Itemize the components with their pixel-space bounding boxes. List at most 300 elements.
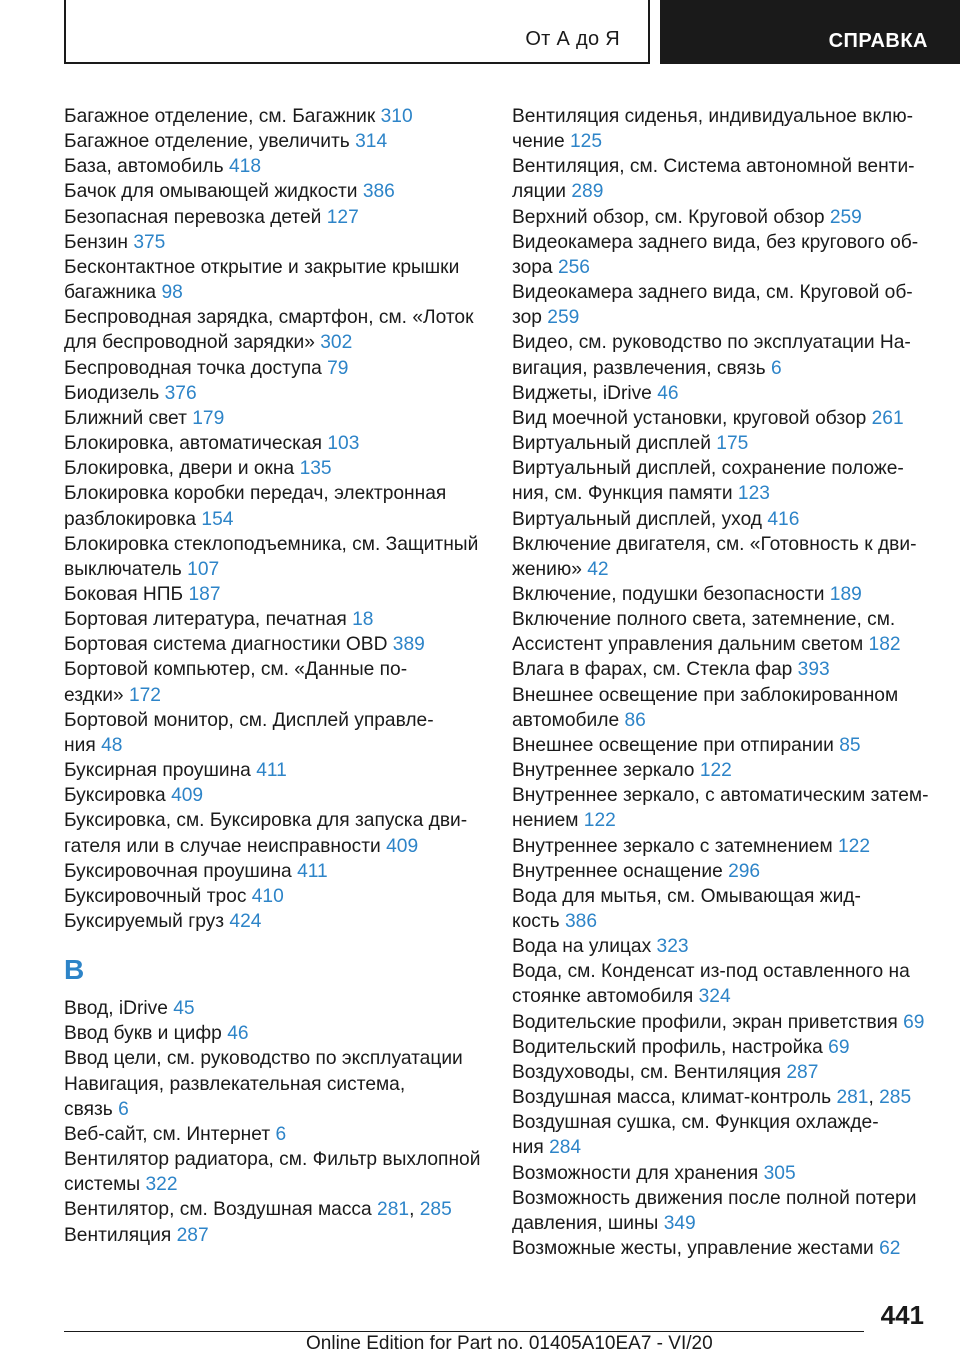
index-entry <box>512 1110 932 1160</box>
section-letter: В <box>64 954 85 986</box>
footer-edition: Online Edition for Part no. 01405A10EA7 - VI/20 <box>306 1333 713 1354</box>
index-entry-term: Верхний обзор, см. Круговой обзор <box>512 206 825 228</box>
index-entry-term: Буксировка, см. Буксировка для запуска дви- <box>64 810 468 832</box>
page-link[interactable]: 85 <box>839 734 861 756</box>
index-entry <box>64 456 478 481</box>
index-entry-text <box>512 683 932 708</box>
index-entry-text <box>512 758 932 783</box>
index-entry-text <box>512 959 932 984</box>
index-entry <box>512 1186 932 1236</box>
index-entry-text <box>512 632 932 657</box>
index-entry-term: для беспроводной зарядки» <box>64 332 315 354</box>
index-entry-term: Видеокамера заднего вида, без кругового об- <box>512 231 919 253</box>
index-entry-term: Навигация, развлекательная система, <box>64 1073 406 1095</box>
page-link[interactable]: 46 <box>657 382 679 404</box>
index-entry <box>64 758 478 783</box>
index-entry-text <box>64 356 478 381</box>
index-entry <box>512 1010 932 1035</box>
index-entry-text <box>512 1236 932 1261</box>
index-entry-term: Воздушная сушка, см. Функция охлажде- <box>512 1112 879 1134</box>
index-entry <box>512 1035 932 1060</box>
index-entry <box>64 582 478 607</box>
index-entry-text <box>64 1072 478 1097</box>
index-entry <box>64 431 478 456</box>
index-entry-term: ездки» <box>64 684 124 706</box>
index-entry <box>64 104 478 129</box>
index-entry-text <box>512 733 932 758</box>
index-entry-term: Возможности для хранения <box>512 1162 759 1184</box>
index-entry-term: ния <box>64 734 96 756</box>
index-entry-term: Беспроводная зарядка, смартфон, см. «Лоток <box>64 307 474 329</box>
index-entry <box>64 783 478 808</box>
page-link[interactable]: 310 <box>380 106 413 127</box>
index-entry-term: Блокировка, двери и окна <box>64 458 295 480</box>
index-entry-text <box>512 431 932 456</box>
index-entry-text <box>512 104 932 129</box>
index-entry-term: вигация, развлечения, связь <box>512 357 766 379</box>
index-entry-term: Бесконтактное открытие и закрытие крышки <box>64 256 460 278</box>
index-entry-text <box>64 456 478 481</box>
page-link[interactable]: 393 <box>797 659 830 681</box>
index-entry <box>64 1147 481 1197</box>
page-link[interactable]: 259 <box>829 206 862 228</box>
index-entry-term: Возможные жесты, управление жестами <box>512 1238 874 1260</box>
page-link[interactable]: 69 <box>828 1036 850 1058</box>
page-link[interactable]: 302 <box>320 332 353 354</box>
page-link[interactable]: 256 <box>557 256 590 278</box>
index-entry <box>512 1236 932 1261</box>
index-entry-term: Вентиляция <box>64 1224 172 1246</box>
page-link[interactable]: 323 <box>656 936 689 958</box>
page-link[interactable]: 287 <box>786 1061 819 1083</box>
page-link[interactable]: 409 <box>171 785 204 807</box>
index-entry-text <box>64 758 478 783</box>
index-entry-text <box>64 255 478 280</box>
index-entry-text <box>512 557 932 582</box>
index-entry <box>512 783 932 833</box>
index-entry-term: Внутреннее зеркало <box>512 760 695 782</box>
index-entry-text <box>512 129 932 154</box>
page-link[interactable]: 375 <box>133 231 166 253</box>
index-entry-text <box>64 1223 478 1248</box>
index-entry <box>512 934 932 959</box>
page-link[interactable]: 296 <box>728 860 761 882</box>
index-entry-term: Бортовая система диагностики OBD <box>64 634 388 656</box>
index-entry-text <box>512 1060 932 1085</box>
index-entry-term: Ближний свет <box>64 407 187 429</box>
index-entry-term: нением <box>512 810 579 832</box>
index-entry <box>64 1197 478 1222</box>
page-link[interactable]: 424 <box>229 911 262 932</box>
page-link[interactable]: 305 <box>763 1162 796 1184</box>
index-entry <box>64 607 478 632</box>
index-entry-term: Ввод цели, см. руководство по эксплуатации <box>64 1048 463 1070</box>
index-entry-term: жению» <box>512 558 582 580</box>
page-link[interactable]: 46 <box>227 1023 249 1045</box>
index-entry-term: Бортовой компьютер, см. «Данные по- <box>64 659 408 681</box>
index-entry <box>64 657 478 707</box>
index-entry-text: Воздушная масса, климат-контроль 281, 285 <box>512 1087 912 1109</box>
index-entry-text <box>512 834 932 859</box>
page-link[interactable]: 376 <box>164 382 197 404</box>
index-entry-term: кость <box>512 911 560 932</box>
page-link[interactable]: 322 <box>145 1174 178 1196</box>
index-entry <box>512 582 932 607</box>
index-entry-term: Воздуховоды, см. Вентиляция <box>512 1061 782 1083</box>
index-entry-text <box>64 859 478 884</box>
page-link[interactable]: 62 <box>879 1238 901 1260</box>
index-entry <box>512 1085 932 1110</box>
index-entry-term: Видео, см. руководство по эксплуатации На- <box>512 332 911 354</box>
index-entry-text <box>512 607 932 632</box>
page-link[interactable]: 45 <box>173 998 195 1020</box>
index-entry <box>512 834 932 859</box>
page-link[interactable]: 172 <box>128 684 161 706</box>
index-entry-term: Блокировка коробки передач, электронная <box>64 483 447 505</box>
index-entry-text <box>512 582 932 607</box>
index-entry-term: Водительский профиль, настройка <box>512 1036 823 1058</box>
index-entry-term: Бортовой монитор, см. Дисплей управле- <box>64 709 434 731</box>
page-link[interactable]: 6 <box>275 1123 287 1145</box>
index-entry-text <box>512 406 932 431</box>
index-entry <box>64 356 478 381</box>
page-link[interactable]: 122 <box>699 760 732 782</box>
index-entry <box>64 859 478 884</box>
index-entry-term: Внешнее освещение при отпирании <box>512 734 834 756</box>
index-entry-text <box>512 356 932 381</box>
index-entry-text <box>64 834 478 859</box>
index-entry-term: Багажное отделение, см. Багажник <box>64 106 376 127</box>
index-entry <box>512 607 932 657</box>
index-entry-text <box>64 305 478 330</box>
index-entry <box>64 179 478 204</box>
index-entry <box>64 481 478 531</box>
index-entry-text <box>512 381 932 406</box>
index-entry <box>512 205 932 230</box>
index-entry-term: Вода для мытья, см. Омывающая жид- <box>512 885 861 907</box>
index-entry-text <box>512 859 932 884</box>
page-link[interactable]: 281 <box>836 1087 869 1109</box>
index-entry-text <box>512 330 932 355</box>
page-link[interactable]: 125 <box>570 131 603 153</box>
page-link[interactable]: 18 <box>352 609 374 631</box>
index-entry-text <box>64 1021 478 1046</box>
page-link[interactable]: 281 <box>377 1199 410 1221</box>
index-entry-term: Вентилятор, см. Воздушная масса <box>64 1199 372 1221</box>
index-entry <box>64 632 478 657</box>
index-entry <box>64 381 478 406</box>
index-entry <box>512 280 932 330</box>
index-entry-term: давления, шины <box>512 1212 659 1234</box>
index-entry-term: Безопасная перевозка детей <box>64 206 322 228</box>
index-entry-term: Вода на улицах <box>512 936 652 958</box>
index-entry-text <box>512 280 932 305</box>
index-entry-term: Виджеты, iDrive <box>512 382 652 404</box>
index-entry-term: Внутреннее зеркало, с автоматическим затем- <box>512 785 929 807</box>
index-entry-text: Вентилятор, см. Воздушная масса 281, 285 <box>64 1199 452 1221</box>
index-entry-text <box>64 909 478 934</box>
index-entry-text <box>64 179 478 204</box>
index-entry-term: Виртуальный дисплей, сохранение положе- <box>512 458 904 480</box>
index-entry-text <box>64 1172 478 1197</box>
index-entry <box>64 1021 478 1046</box>
index-entry-text <box>512 532 932 557</box>
index-entry-text <box>64 632 478 657</box>
index-entry-text <box>512 1186 932 1211</box>
index-entry-text <box>512 481 932 506</box>
page-link[interactable]: 284 <box>549 1137 582 1159</box>
index-entry-term: Внешнее освещение при заблокированном <box>512 684 899 706</box>
index-entry-term: связь <box>64 1098 113 1120</box>
index-entry <box>512 381 932 406</box>
index-entry-term: Бензин <box>64 231 128 253</box>
page-link[interactable]: 409 <box>386 835 419 857</box>
page-link[interactable]: 259 <box>547 307 580 329</box>
index-entry-text <box>512 808 932 833</box>
index-entry-term: Виртуальный дисплей, уход <box>512 508 763 530</box>
footer-rule <box>64 1331 864 1332</box>
index-entry-text <box>64 481 478 506</box>
index-entry-text <box>64 683 478 708</box>
page-link[interactable]: 187 <box>188 583 221 605</box>
page-link[interactable]: 86 <box>624 709 646 731</box>
index-entry-term: гателя или в случае неисправности <box>64 835 381 857</box>
index-entry <box>512 104 932 154</box>
index-entry <box>512 330 932 380</box>
index-entry-term: системы <box>64 1174 141 1196</box>
index-entry-text <box>64 381 478 406</box>
index-entry-text <box>64 280 478 305</box>
index-entry <box>512 657 932 682</box>
page-link[interactable]: 389 <box>392 634 425 656</box>
page-link[interactable]: 98 <box>161 282 183 304</box>
index-entry <box>512 683 932 733</box>
index-entry <box>64 884 478 909</box>
page-link[interactable]: 386 <box>565 911 598 932</box>
page-link[interactable]: 324 <box>698 986 731 1008</box>
page-link[interactable]: 287 <box>176 1224 209 1246</box>
page-link[interactable]: 127 <box>326 206 359 228</box>
page-link[interactable]: 103 <box>327 433 360 455</box>
page-link[interactable]: 48 <box>101 734 123 756</box>
index-entry <box>512 456 932 506</box>
page-link[interactable]: 154 <box>201 508 234 530</box>
page-link[interactable]: 410 <box>251 885 284 907</box>
index-entry-text <box>512 708 932 733</box>
page-link[interactable]: 289 <box>571 181 604 203</box>
index-entry-text <box>64 808 478 833</box>
index-entry-text <box>512 154 932 179</box>
index-entry-term: Бортовая литература, печатная <box>64 609 347 631</box>
index-entry-term: Воздушная масса, климат-контроль <box>512 1087 832 1109</box>
index-entry-text <box>64 129 478 154</box>
index-entry <box>64 129 478 154</box>
index-entry-term: ляции <box>512 181 567 203</box>
index-entry <box>512 884 932 934</box>
index-entry-text <box>64 1046 478 1071</box>
index-entry <box>64 255 478 305</box>
index-entry-text <box>512 934 932 959</box>
index-entry-text <box>64 431 478 456</box>
index-entry-text <box>64 708 478 733</box>
index-entry <box>64 708 478 758</box>
section-title: От А до Я <box>525 28 620 50</box>
index-entry-term: Вентиляция сиденья, индивидуальное вклю- <box>512 106 914 127</box>
index-entry <box>64 406 478 431</box>
index-entry-text <box>512 205 932 230</box>
page-link[interactable]: 179 <box>192 407 225 429</box>
page-link[interactable]: 123 <box>737 483 770 505</box>
index-entry-term: Вид моечной установки, круговой обзор <box>512 407 867 429</box>
index-entry-term: Ввод букв и цифр <box>64 1023 222 1045</box>
index-entry-term: Буксирная проушина <box>64 760 251 782</box>
index-entry-text <box>64 607 478 632</box>
index-entry-text <box>512 783 932 808</box>
index-entry-text <box>64 154 478 179</box>
index-entry-term: Вентилятор радиатора, см. Фильтр выхлопной <box>64 1149 481 1171</box>
page-number: 441 <box>880 1300 924 1330</box>
index-entry <box>512 230 932 280</box>
index-entry-term: Внутреннее оснащение <box>512 860 723 882</box>
page-link[interactable]: 69 <box>903 1011 925 1033</box>
index-entry-term: Видеокамера заднего вида, см. Круговой об- <box>512 282 913 304</box>
page-link[interactable]: 285 <box>879 1087 912 1109</box>
page-link[interactable]: 416 <box>767 508 800 530</box>
page-link[interactable]: 6 <box>770 357 782 379</box>
index-column-left <box>64 104 481 1248</box>
index-entry <box>64 305 478 355</box>
index-entry <box>512 959 932 1009</box>
index-entry-term: чение <box>512 131 565 153</box>
index-entry-term: багажника <box>64 282 157 304</box>
index-entry-text <box>64 996 478 1021</box>
page-link[interactable]: 411 <box>297 860 328 882</box>
index-entry-term: Вода, см. Конденсат из-под оставленного на <box>512 961 910 983</box>
index-entry-term: Боковая НПБ <box>64 583 184 605</box>
index-entry-text <box>512 255 932 280</box>
index-entry-text <box>64 330 478 355</box>
index-entry-term: Блокировка, автоматическая <box>64 433 323 455</box>
index-entry-term: Включение, подушки безопасности <box>512 583 825 605</box>
index-entry-term: ния <box>512 1137 544 1159</box>
page-link[interactable]: 122 <box>583 810 616 832</box>
index-entry <box>512 154 932 204</box>
page-link[interactable]: 135 <box>299 458 332 480</box>
index-entry <box>512 406 932 431</box>
index-entry <box>512 532 932 582</box>
page-link[interactable]: 107 <box>187 558 220 580</box>
page-link[interactable]: 122 <box>838 835 871 857</box>
index-entry-term: зора <box>512 256 553 278</box>
index-entry-term: Багажное отделение, увеличить <box>64 131 350 153</box>
index-entry-term: автомобиле <box>512 709 620 731</box>
index-entry <box>64 1046 478 1121</box>
index-entry-text <box>64 783 478 808</box>
index-entry-term: ния, см. Функция памяти <box>512 483 733 505</box>
index-entry-term: Веб-сайт, см. Интернет <box>64 1123 271 1145</box>
page-link[interactable]: 349 <box>663 1212 696 1234</box>
index-entry-text <box>64 532 479 557</box>
index-entry-text <box>64 1122 478 1147</box>
index-entry <box>512 431 932 456</box>
index-entry-text <box>64 230 478 255</box>
index-entry-term: Вентиляция, см. Система автономной венти- <box>512 156 915 178</box>
page-link[interactable]: 261 <box>871 407 904 429</box>
index-entry-text <box>512 984 932 1009</box>
index-entry-term: зор <box>512 307 542 329</box>
index-entry-text <box>64 507 478 532</box>
index-entry-term: Биодизель <box>64 382 160 404</box>
index-entry <box>512 507 932 532</box>
index-entry-term: выключатель <box>64 558 182 580</box>
index-entry-term: Водительские профили, экран приветствия <box>512 1011 898 1033</box>
index-entry <box>64 154 478 179</box>
index-entry-term: Возможность движения после полной потери <box>512 1187 917 1209</box>
page-link[interactable]: 42 <box>587 558 609 580</box>
index-entry-term: Влага в фарах, см. Стекла фар <box>512 659 793 681</box>
index-entry-term: разблокировка <box>64 508 197 530</box>
index-entry <box>512 859 932 884</box>
index-entry-term: Беспроводная точка доступа <box>64 357 322 379</box>
index-entry-text <box>64 657 478 682</box>
page-link[interactable]: 6 <box>118 1098 129 1120</box>
page-link[interactable]: 314 <box>355 131 388 153</box>
index-entry-term: Включение полного света, затемнение, см. <box>512 609 896 631</box>
index-entry-text <box>64 582 478 607</box>
index-entry <box>64 808 478 858</box>
index-entry-term: Бачок для омывающей жидкости <box>64 181 358 203</box>
page-link[interactable]: 175 <box>716 433 749 455</box>
index-entry <box>512 1060 932 1085</box>
index-entry-text <box>512 456 932 481</box>
index-entry-text <box>512 1110 932 1135</box>
index-entry-term: Ввод, iDrive <box>64 998 168 1020</box>
index-entry-text <box>512 1010 932 1035</box>
page-link[interactable]: 411 <box>256 760 287 782</box>
page-link[interactable]: 386 <box>362 181 395 203</box>
index-entry-text <box>512 507 932 532</box>
index-entry <box>64 205 478 230</box>
index-entry <box>512 758 932 783</box>
page-link[interactable]: 182 <box>868 634 901 656</box>
index-entry-text <box>512 884 932 909</box>
index-entry <box>64 532 478 582</box>
index-entry-term: Буксируемый груз <box>64 911 225 932</box>
index-entry-term: Ассистент управления дальним светом <box>512 634 864 656</box>
index-entry <box>512 1161 932 1186</box>
index-entry-term: Внутреннее зеркало с затемнением <box>512 835 833 857</box>
index-entry-term: Включение двигателя, см. «Готовность к дви- <box>512 533 917 555</box>
index-entry-text <box>64 557 478 582</box>
index-entry-text <box>512 1211 932 1236</box>
index-entry-text <box>512 1035 932 1060</box>
index-entry <box>64 1122 478 1147</box>
index-entry-term: Блокировка стеклоподъемника, см. Защитный <box>64 533 479 555</box>
index-entry-text <box>512 1135 932 1160</box>
chapter-tab[interactable] <box>660 0 960 64</box>
page-link[interactable]: 418 <box>228 156 261 178</box>
index-entry-text <box>64 733 478 758</box>
index-entry <box>64 996 478 1021</box>
index-entry-term: Буксировка <box>64 785 166 807</box>
index-entry-text <box>512 909 932 934</box>
index-entry-text <box>64 884 478 909</box>
page-link[interactable]: 285 <box>419 1199 452 1221</box>
page-link[interactable]: 79 <box>327 357 349 379</box>
page-link[interactable]: 189 <box>829 583 862 605</box>
index-entry <box>64 1223 478 1248</box>
index-entry-text <box>512 179 932 204</box>
